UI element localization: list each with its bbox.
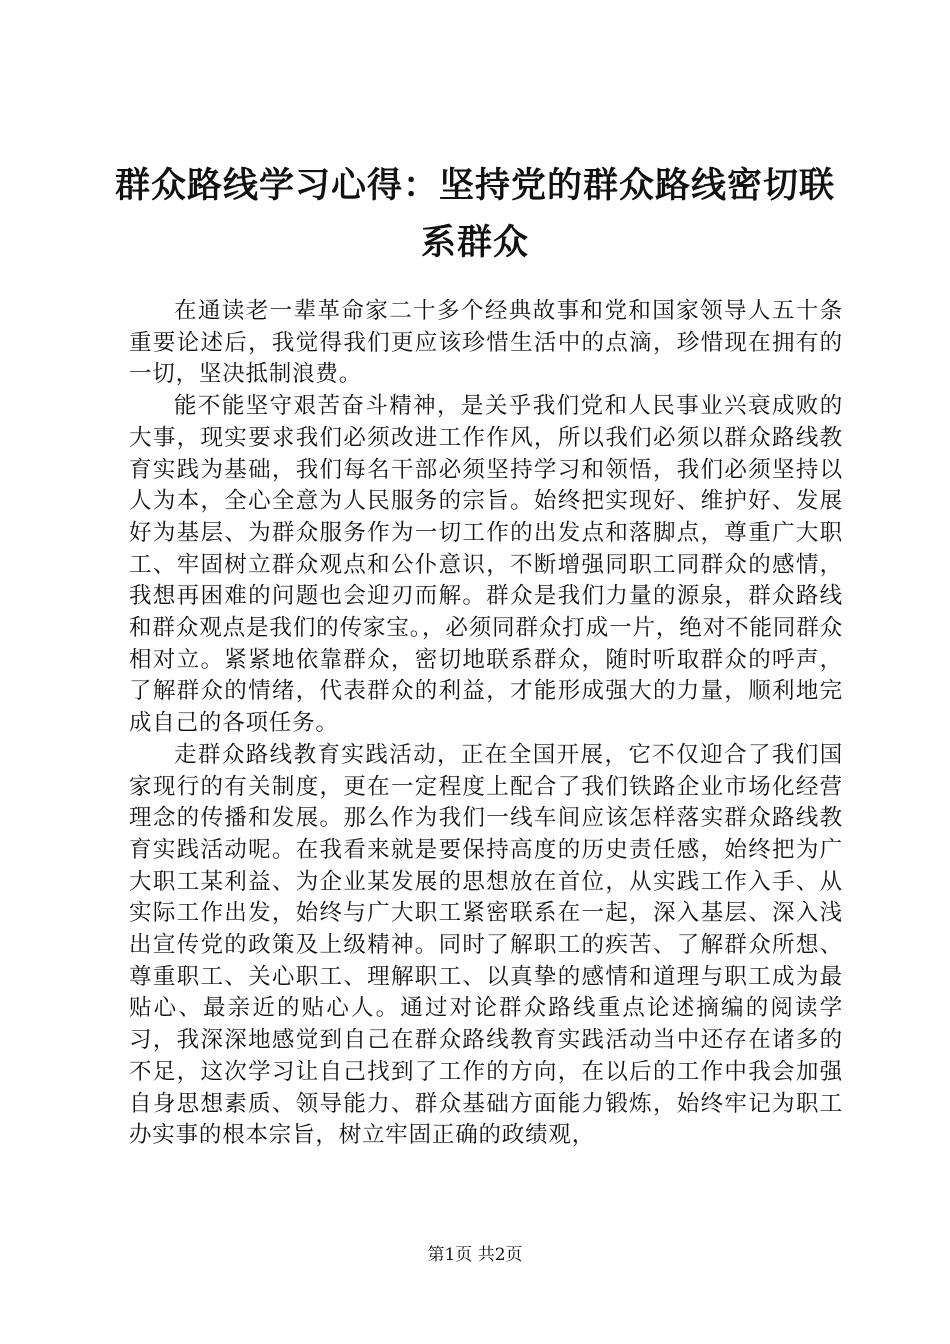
paragraph-3: 走群众路线教育实践活动，正在全国开展，它不仅迎合了我们国家现行的有关制度，更在一定程度上配合了我们铁路企业市场化经营理念的传播和发展。那么作为我们一线车间应该怎样落实群众路线教育实践活动呢。在我看来就是要保持高度的历史责任感，始终把为广大职工某利益、为企业某发展的思想放在首位，从实践工作入手、从实际工作出发，始终与广大职工紧密联系在一起，深入基层、深入浅出宣传党的政策及上级精神。同时了解职工的疾苦、了解群众所想、尊重职工、关心职工、理解职工、以真挚的感情和道理与职工成为最贴心、最亲近的贴心人。通过对论群众路线重点论述摘编的阅读学习，我深深地感觉到自己在群众路线教育实践活动当中还存在诸多的不足，这次学习让自己找到了工作的方向，在以后的工作中我会加强自身思想素质、领导能力、群众基础方面能力锻炼，始终牢记为职工办实事的根本宗旨，树立牢固正确的政绩观， [129,741,843,1149]
paragraph-1: 在通读老一辈革命家二十多个经典故事和党和国家领导人五十条重要论述后，我觉得我们更应该珍惜生活中的点滴，珍惜现在拥有的一切，坚决抵制浪费。 [129,298,843,388]
document-body [129,296,843,1152]
document-title: 群众路线学习心得：坚持党的群众路线密切联系群众 [114,166,835,263]
paragraph-2: 能不能坚守艰苦奋斗精神，是关乎我们党和人民事业兴衰成败的大事，现实要求我们必须改进工作作风，所以我们必须以群众路线教育实践为基础，我们每名干部必须坚持学习和领悟，我们必须坚持以人为本，全心全意为人民服务的宗旨。始终把实现好、维护好、发展好为基层、为群众服务作为一切工作的出发点和落脚点，尊重广大职工、牢固树立群众观点和公仆意识，不断增强同职工同群众的感情，我想再困难的问题也会迎刃而解。群众是我们力量的源泉，群众路线和群众观点是我们的传家宝。，必须同群众打成一片，绝对不能同群众相对立。紧紧地依靠群众，密切地联系群众，随时听取群众的呼声，了解群众的情绪，代表群众的利益，才能形成强大的力量，顺利地完成自己的各项任务。 [129,393,843,737]
page-number-footer: 第1页 共2页 [427,1245,523,1265]
